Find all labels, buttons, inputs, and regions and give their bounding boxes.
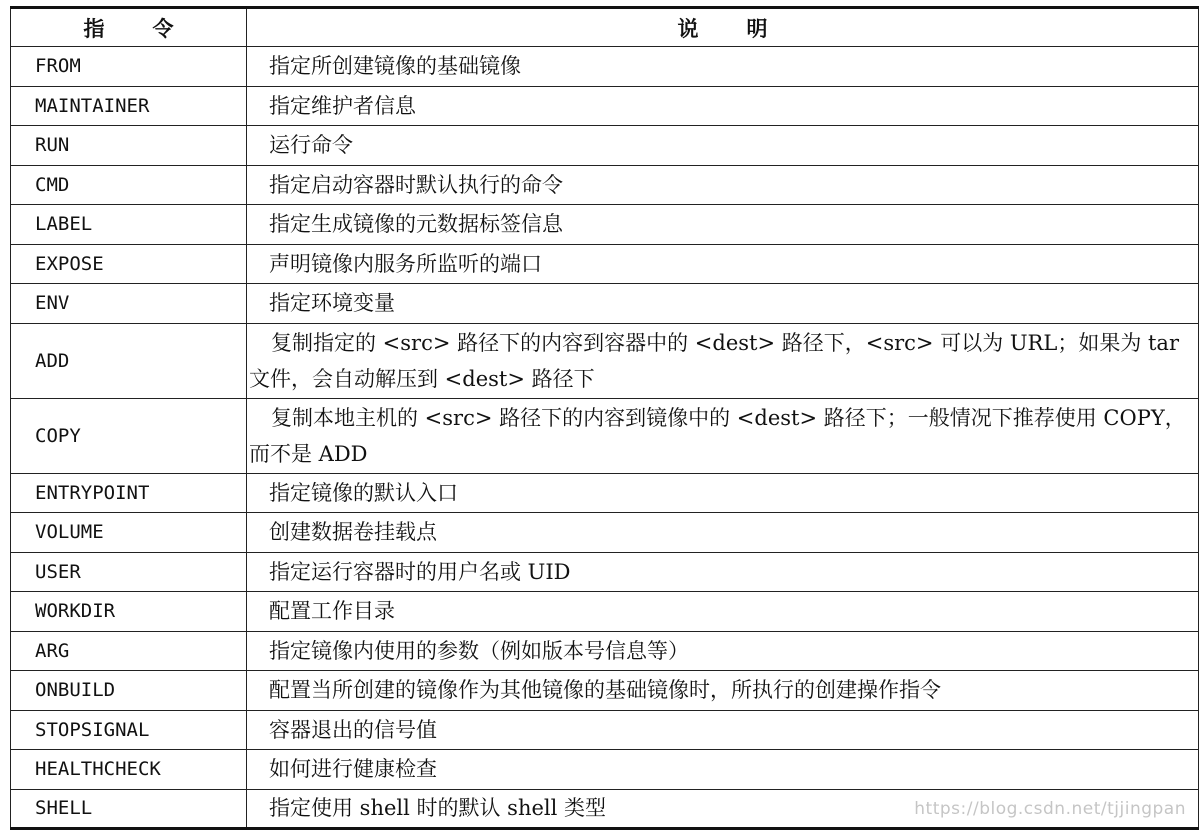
description-cell: 如何进行健康检查	[247, 750, 1199, 790]
description-cell: 指定所创建镜像的基础镜像	[247, 47, 1199, 87]
table-row	[11, 631, 1199, 671]
description-cell: 复制本地主机的 <src> 路径下的内容到镜像中的 <dest> 路径下；一般情况下推荐使用 COPY，而不是 ADD	[247, 398, 1199, 473]
instruction-cell: ENTRYPOINT	[11, 473, 247, 513]
table-row	[11, 473, 1199, 513]
table-row	[11, 284, 1199, 324]
description-cell: 指定运行容器时的用户名或 UID	[247, 552, 1199, 592]
table-row	[11, 592, 1199, 632]
instruction-cell: ARG	[11, 631, 247, 671]
description-cell: 指定镜像内使用的参数（例如版本号信息等）	[247, 631, 1199, 671]
instruction-cell: LABEL	[11, 205, 247, 245]
table-row	[11, 86, 1199, 126]
description-cell: 指定维护者信息	[247, 86, 1199, 126]
description-cell: 指定生成镜像的元数据标签信息	[247, 205, 1199, 245]
table-row	[11, 671, 1199, 711]
table-row	[11, 789, 1199, 829]
instruction-cell: ENV	[11, 284, 247, 324]
description-cell: 配置工作目录	[247, 592, 1199, 632]
description-cell: 声明镜像内服务所监听的端口	[247, 244, 1199, 284]
table-row	[11, 710, 1199, 750]
instruction-cell: HEALTHCHECK	[11, 750, 247, 790]
instruction-cell: RUN	[11, 126, 247, 166]
description-cell: 指定环境变量	[247, 284, 1199, 324]
table-row	[11, 513, 1199, 553]
table-row	[11, 165, 1199, 205]
instruction-cell: ADD	[11, 323, 247, 398]
instruction-cell: CMD	[11, 165, 247, 205]
header-instruction: 指令	[11, 8, 247, 47]
description-cell: 配置当所创建的镜像作为其他镜像的基础镜像时，所执行的创建操作指令	[247, 671, 1199, 711]
table-row	[11, 244, 1199, 284]
dockerfile-instruction-table	[10, 6, 1199, 830]
instruction-cell: STOPSIGNAL	[11, 710, 247, 750]
table-row	[11, 398, 1199, 473]
instruction-cell: WORKDIR	[11, 592, 247, 632]
instruction-cell: MAINTAINER	[11, 86, 247, 126]
description-cell: 创建数据卷挂载点	[247, 513, 1199, 553]
description-cell: 运行命令	[247, 126, 1199, 166]
instruction-cell: EXPOSE	[11, 244, 247, 284]
table-row	[11, 552, 1199, 592]
instruction-table-container	[10, 6, 1198, 830]
watermark-url: https://blog.csdn.net/tjjingpan	[914, 799, 1186, 819]
description-cell: 容器退出的信号值	[247, 710, 1199, 750]
table-row	[11, 47, 1199, 87]
description-cell: 指定使用 shell 时的默认 shell 类型	[247, 789, 1199, 829]
instruction-cell: VOLUME	[11, 513, 247, 553]
instruction-cell: FROM	[11, 47, 247, 87]
table-row	[11, 750, 1199, 790]
description-cell: 指定启动容器时默认执行的命令	[247, 165, 1199, 205]
instruction-cell: COPY	[11, 398, 247, 473]
instruction-cell: USER	[11, 552, 247, 592]
table-row	[11, 126, 1199, 166]
table-row	[11, 323, 1199, 398]
description-cell: 复制指定的 <src> 路径下的内容到容器中的 <dest> 路径下，<src> 可以为 URL；如果为 tar 文件，会自动解压到 <dest> 路径下	[247, 323, 1199, 398]
header-description: 说明	[247, 8, 1199, 47]
table-row	[11, 205, 1199, 245]
table-header-row	[11, 8, 1199, 47]
instruction-cell: SHELL	[11, 789, 247, 829]
instruction-cell: ONBUILD	[11, 671, 247, 711]
description-cell: 指定镜像的默认入口	[247, 473, 1199, 513]
